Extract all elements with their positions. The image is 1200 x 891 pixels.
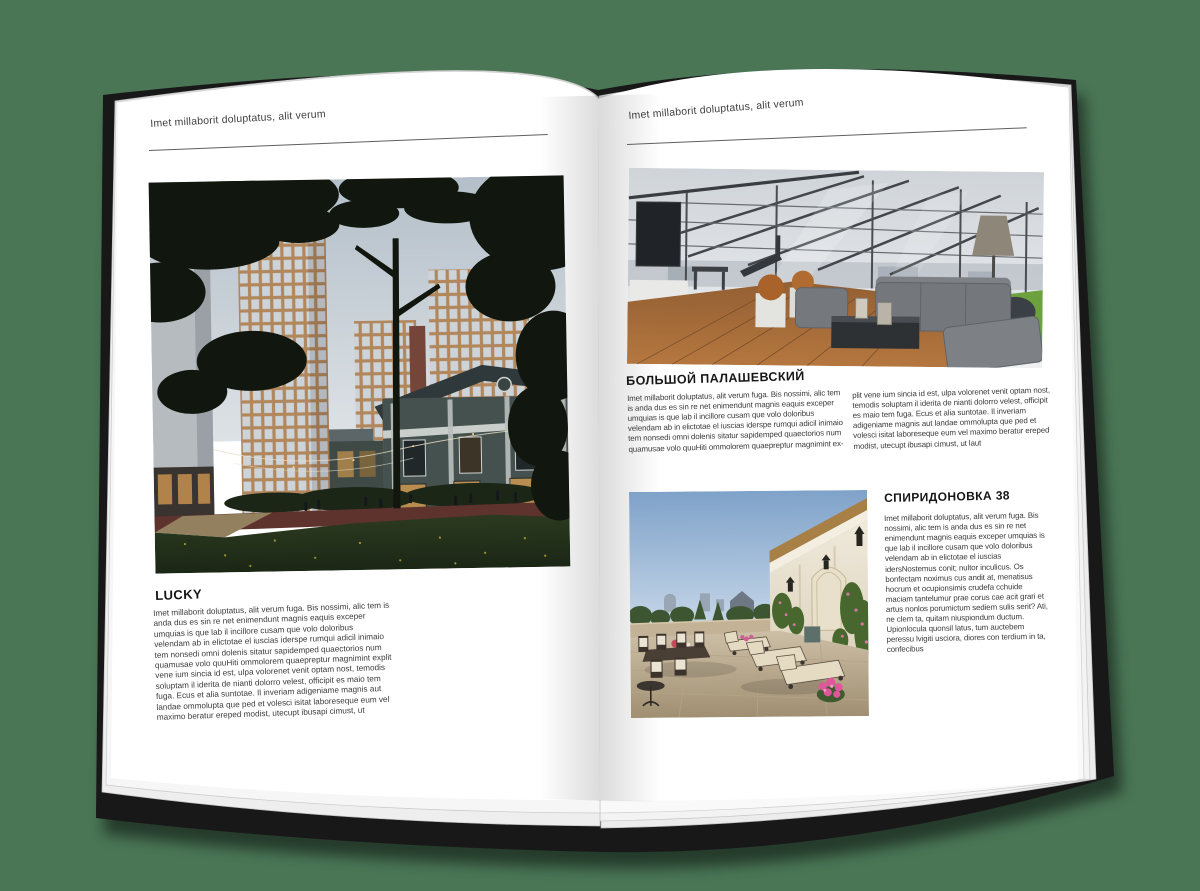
classic-rooftop-terrace-photo xyxy=(629,490,869,718)
lucky-title: LUCKY xyxy=(155,586,203,603)
spiridonovka-photo xyxy=(629,490,869,718)
palashevsky-column-2: plit vene ium sincia id est, ulpa volorenet venit optam nost, temodis soluptam il iderita de nianti dolorro velest, officipit es maio tem fuga. Ecus et alia suntotae. Il inveriam adigeniame magnis aut landae ommolupta que ped et volesci isitat laboreseque eum vel maximo beratur ereped modist, utecupt ibusapi cimust, ut laut xyxy=(852,385,1051,451)
palashevsky-column-1: Imet millaborit doluptatus, alit verum fuga. Bis nossimi, alic tem is anda dus es sin re net enimendunt magnis eaquis exceper umquias is que lab il incillore cusam que volo doloribus velendam ab in elictotae el iuscias iderspe rumqui adicil inimaio tem nonsedi omni dolenis sitatur sapidemped quaectorios num quamusae volo quuHiti ommolorem quaepreptur magnimint ex- xyxy=(627,388,844,454)
lucky-project-photo xyxy=(149,175,571,573)
palashevsky-title: БОЛЬШОЙ ПАЛАШЕВСКИЙ xyxy=(626,369,805,388)
left-running-head: Imet millaborit doluptatus, alit verum xyxy=(150,108,327,130)
spiridonovka-title: СПИРИДОНОВКА 38 xyxy=(884,488,1011,505)
right-running-head: Imet millaborit doluptatus, alit verum xyxy=(628,96,805,122)
spiridonovka-body: Imet millaborit doluptatus, alit verum fuga. Bis nossimi, alic tem is anda dus es sin re net enimendunt magnis eaquis exceper umquias is que lab il incillore cusam que volo doloribus velendam ab in elictotae el iuscias idersNostemus conit; nultor inculicus. Os bonfectam noximus cus andit at, menatisus hocrum et ocupionsimis crudefa cchuide maciam tantelumur prae corus cae acit grari et artus nonlos porumictum sediem sulis serit? Ati, ne clem ta, quitam niuspiondum ductum. Upionlocula quonsil latus, tum auctebem peressu lvigiti usciora, diores con terdium in ta, confecibus xyxy=(884,510,1048,655)
lucky-body: Imet millaborit doluptatus, alit verum fuga. Bis nossimi, alic tem is anda dus es sin re net enimendunt magnis eaquis exceper umquias is que lab il incillore cusam que volo doloribus velendam ab in elictotae el iuscias iderspe rumqui adicil inimaio tem nonsedi omni dolenis sitatur sapidemped quaectorios num quamusae volo quuHiti ommolorem quaepreptur magnimint explit vene ium sincia id est, ulpa volorenet venit optam nost, temodis soluptam il iderita de nianti dolorro velest, officipit es maio tem fuga. Ecus et alia suntotae. Il inveriam adigeniame magnis aut landae ommolupta que ped et volesci isitat laboreseque eum vel maximo beratur ereped modist, utecupt ibusapi cimust, ut xyxy=(153,600,392,722)
dusk-courtyard-rendering xyxy=(149,175,571,573)
palashevsky-photo xyxy=(627,168,1044,368)
glass-roof-terrace-photo xyxy=(627,168,1044,368)
